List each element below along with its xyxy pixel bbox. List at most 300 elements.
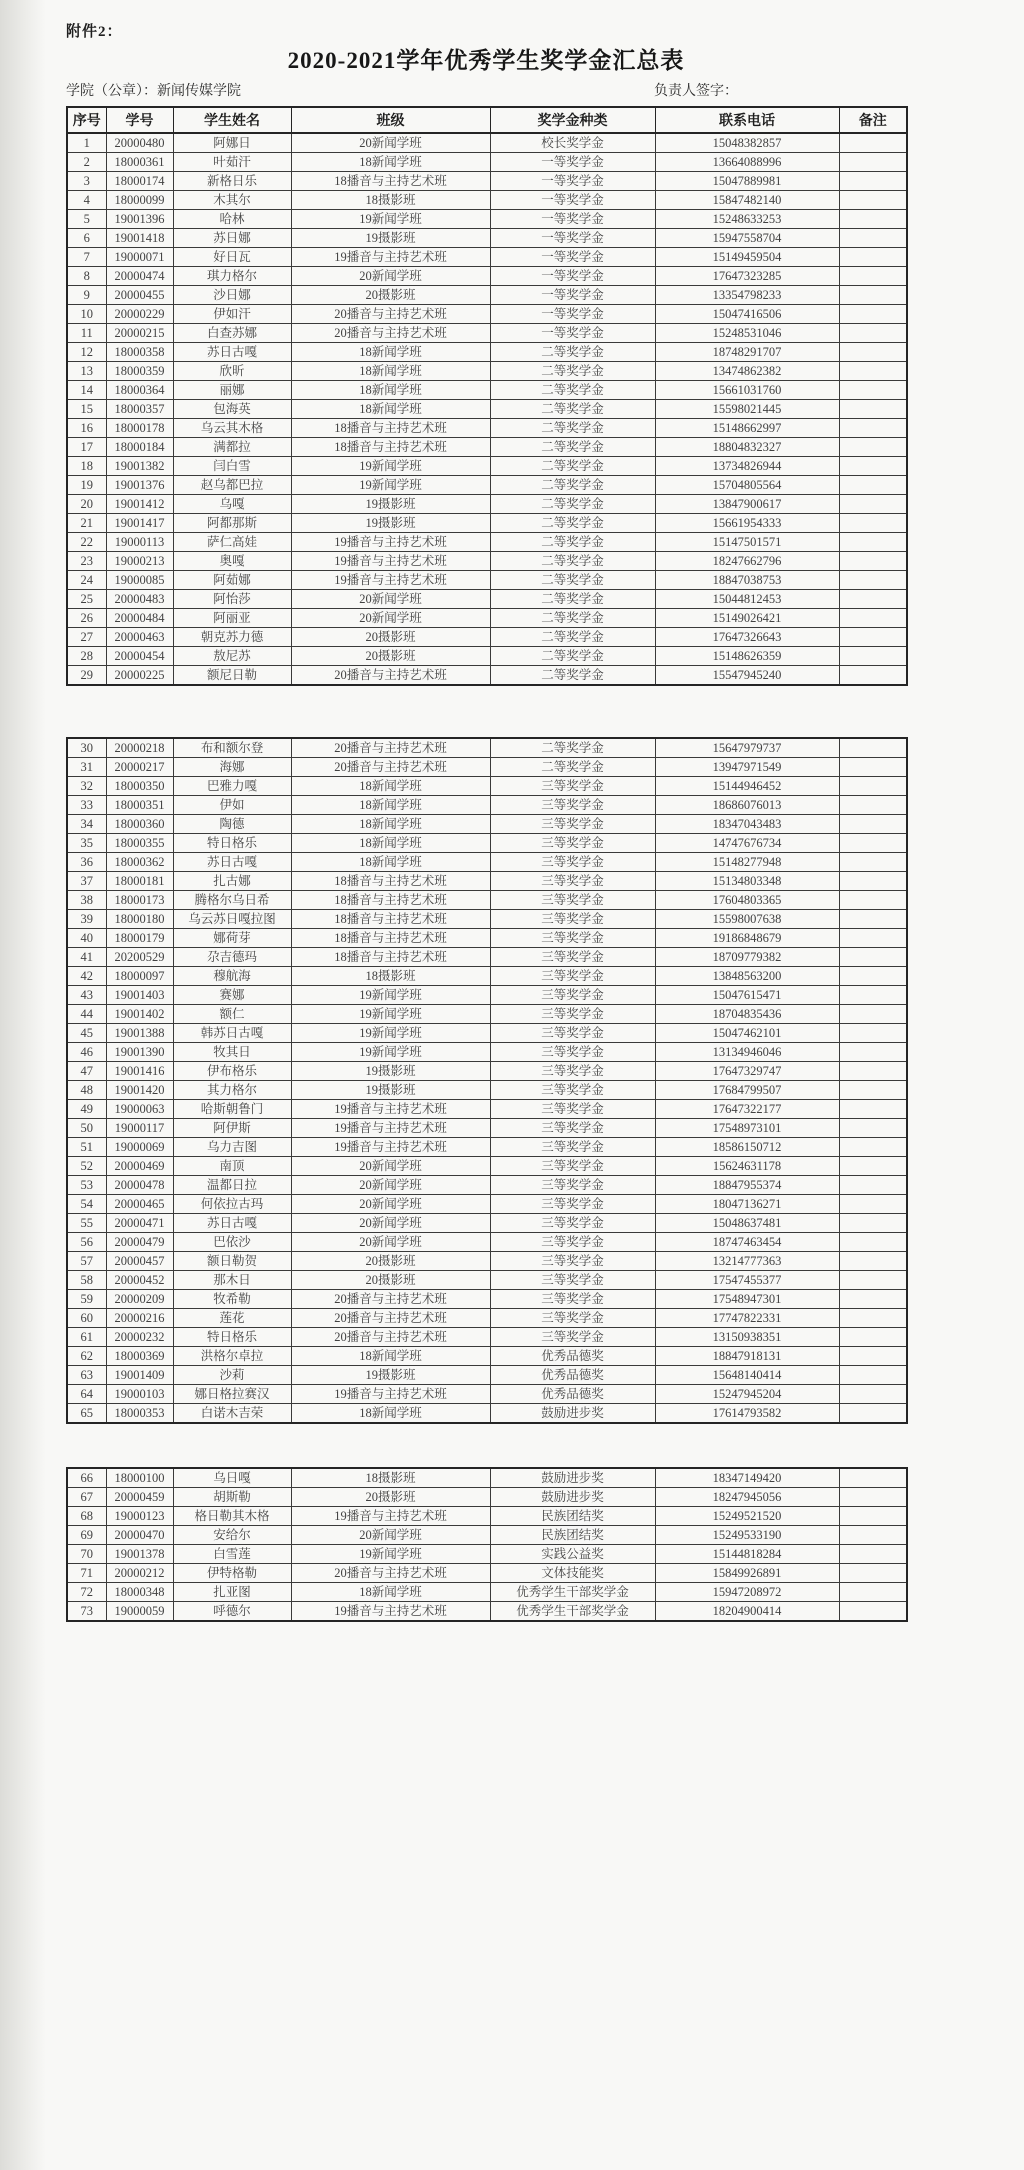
cell-seq: 65 — [67, 1404, 106, 1424]
cell-student-name: 琪力格尔 — [173, 267, 291, 286]
cell-seq: 15 — [67, 400, 106, 419]
cell-seq: 12 — [67, 343, 106, 362]
cell-seq: 14 — [67, 381, 106, 400]
table-row — [67, 381, 907, 400]
cell-student-id: 20000212 — [106, 1564, 173, 1583]
cell-student-id: 19001390 — [106, 1043, 173, 1062]
table-row — [67, 1233, 907, 1252]
cell-seq: 45 — [67, 1024, 106, 1043]
cell-remark — [839, 267, 907, 286]
cell-remark — [839, 400, 907, 419]
table-row — [67, 324, 907, 343]
cell-remark — [839, 1385, 907, 1404]
cell-remark — [839, 1005, 907, 1024]
cell-seq: 46 — [67, 1043, 106, 1062]
cell-award-type: 三等奖学金 — [490, 1024, 655, 1043]
cell-seq: 13 — [67, 362, 106, 381]
cell-seq: 22 — [67, 533, 106, 552]
cell-award-type: 一等奖学金 — [490, 210, 655, 229]
cell-seq: 42 — [67, 967, 106, 986]
cell-class: 20新闻学班 — [291, 609, 490, 628]
cell-award-type: 三等奖学金 — [490, 910, 655, 929]
cell-student-name: 陶德 — [173, 815, 291, 834]
cell-student-name: 苏日娜 — [173, 229, 291, 248]
cell-student-id: 18000351 — [106, 796, 173, 815]
cell-seq: 72 — [67, 1583, 106, 1602]
attachment-label: 附件2： — [66, 24, 123, 40]
cell-phone: 15624631178 — [655, 1157, 839, 1176]
cell-seq: 54 — [67, 1195, 106, 1214]
cell-student-id: 20000232 — [106, 1328, 173, 1347]
table-row — [67, 738, 907, 758]
cell-class: 18新闻学班 — [291, 777, 490, 796]
cell-seq: 68 — [67, 1507, 106, 1526]
cell-class: 18播音与主持艺术班 — [291, 438, 490, 457]
cell-student-id: 19001409 — [106, 1366, 173, 1385]
cell-class: 20摄影班 — [291, 647, 490, 666]
cell-class: 20摄影班 — [291, 628, 490, 647]
cell-phone: 15148277948 — [655, 853, 839, 872]
cell-student-id: 18000353 — [106, 1404, 173, 1424]
cell-student-name: 南顶 — [173, 1157, 291, 1176]
cell-seq: 67 — [67, 1488, 106, 1507]
table-row — [67, 343, 907, 362]
table-row — [67, 1347, 907, 1366]
cell-student-id: 18000362 — [106, 853, 173, 872]
cell-award-type: 二等奖学金 — [490, 571, 655, 590]
cell-remark — [839, 1176, 907, 1195]
cell-phone: 15047462101 — [655, 1024, 839, 1043]
cell-phone: 18747463454 — [655, 1233, 839, 1252]
cell-phone: 15661954333 — [655, 514, 839, 533]
cell-phone: 13847900617 — [655, 495, 839, 514]
cell-student-id: 19001396 — [106, 210, 173, 229]
cell-phone: 18686076013 — [655, 796, 839, 815]
cell-award-type: 三等奖学金 — [490, 1328, 655, 1347]
cell-remark — [839, 1157, 907, 1176]
cell-student-name: 尕吉德玛 — [173, 948, 291, 967]
cell-award-type: 一等奖学金 — [490, 324, 655, 343]
cell-award-type: 三等奖学金 — [490, 1005, 655, 1024]
cell-seq: 30 — [67, 738, 106, 758]
cell-phone: 15144946452 — [655, 777, 839, 796]
cell-phone: 18586150712 — [655, 1138, 839, 1157]
cell-award-type: 二等奖学金 — [490, 647, 655, 666]
table-row — [67, 1583, 907, 1602]
cell-award-type: 二等奖学金 — [490, 419, 655, 438]
cell-phone: 17548973101 — [655, 1119, 839, 1138]
cell-award-type: 二等奖学金 — [490, 457, 655, 476]
cell-class: 19新闻学班 — [291, 210, 490, 229]
cell-class: 20新闻学班 — [291, 1526, 490, 1545]
cell-student-name: 新格日乐 — [173, 172, 291, 191]
cell-award-type: 二等奖学金 — [490, 495, 655, 514]
signature-label: 负责人签字： — [654, 84, 738, 99]
cell-student-id: 19001402 — [106, 1005, 173, 1024]
cell-remark — [839, 1024, 907, 1043]
cell-student-name: 海娜 — [173, 758, 291, 777]
table-row — [67, 552, 907, 571]
cell-student-name: 伊如汗 — [173, 305, 291, 324]
cell-award-type: 三等奖学金 — [490, 986, 655, 1005]
cell-phone: 18847918131 — [655, 1347, 839, 1366]
cell-seq: 41 — [67, 948, 106, 967]
table-row — [67, 1526, 907, 1545]
table-row — [67, 609, 907, 628]
cell-remark — [839, 1545, 907, 1564]
cell-phone: 15048382857 — [655, 133, 839, 153]
cell-phone: 13848563200 — [655, 967, 839, 986]
cell-student-id: 18000179 — [106, 929, 173, 948]
cell-award-type: 一等奖学金 — [490, 286, 655, 305]
cell-award-type: 三等奖学金 — [490, 1062, 655, 1081]
cell-phone: 15148662997 — [655, 419, 839, 438]
cell-remark — [839, 777, 907, 796]
cell-student-id: 18000355 — [106, 834, 173, 853]
cell-student-name: 赵乌都巴拉 — [173, 476, 291, 495]
table-row — [67, 476, 907, 495]
cell-award-type: 优秀品德奖 — [490, 1347, 655, 1366]
cell-seq: 28 — [67, 647, 106, 666]
cell-seq: 33 — [67, 796, 106, 815]
cell-student-id: 20000216 — [106, 1309, 173, 1328]
cell-student-id: 20000217 — [106, 758, 173, 777]
cell-remark — [839, 1233, 907, 1252]
cell-seq: 5 — [67, 210, 106, 229]
cell-seq: 3 — [67, 172, 106, 191]
cell-remark — [839, 1468, 907, 1488]
cell-phone: 13947971549 — [655, 758, 839, 777]
cell-student-name: 奥嘎 — [173, 552, 291, 571]
table-row — [67, 758, 907, 777]
cell-class: 19新闻学班 — [291, 1545, 490, 1564]
table-row — [67, 495, 907, 514]
cell-seq: 11 — [67, 324, 106, 343]
cell-award-type: 三等奖学金 — [490, 891, 655, 910]
cell-phone: 15249521520 — [655, 1507, 839, 1526]
cell-class: 20播音与主持艺术班 — [291, 324, 490, 343]
cell-award-type: 鼓励进步奖 — [490, 1488, 655, 1507]
table-row — [67, 891, 907, 910]
cell-class: 20摄影班 — [291, 1271, 490, 1290]
table-row — [67, 362, 907, 381]
cell-remark — [839, 1214, 907, 1233]
cell-award-type: 三等奖学金 — [490, 815, 655, 834]
cell-phone: 18704835436 — [655, 1005, 839, 1024]
cell-student-name: 牧希勒 — [173, 1290, 291, 1309]
table-row — [67, 1290, 907, 1309]
cell-student-id: 18000097 — [106, 967, 173, 986]
cell-remark — [839, 438, 907, 457]
table-row — [67, 1062, 907, 1081]
cell-class: 20播音与主持艺术班 — [291, 305, 490, 324]
cell-student-name: 阿茹娜 — [173, 571, 291, 590]
cell-student-id: 20000483 — [106, 590, 173, 609]
cell-award-type: 二等奖学金 — [490, 758, 655, 777]
cell-remark — [839, 1366, 907, 1385]
cell-seq: 44 — [67, 1005, 106, 1024]
cell-class: 19摄影班 — [291, 1366, 490, 1385]
cell-award-type: 校长奖学金 — [490, 133, 655, 153]
cell-remark — [839, 1043, 907, 1062]
cell-seq: 23 — [67, 552, 106, 571]
cell-seq: 58 — [67, 1271, 106, 1290]
cell-phone: 17647322177 — [655, 1100, 839, 1119]
cell-phone: 18804832327 — [655, 438, 839, 457]
table-row — [67, 1100, 907, 1119]
cell-award-type: 二等奖学金 — [490, 533, 655, 552]
cell-student-id: 20000463 — [106, 628, 173, 647]
cell-award-type: 文体技能奖 — [490, 1564, 655, 1583]
cell-award-type: 三等奖学金 — [490, 1271, 655, 1290]
cell-student-name: 萨仁高娃 — [173, 533, 291, 552]
cell-remark — [839, 796, 907, 815]
cell-class: 19播音与主持艺术班 — [291, 248, 490, 267]
table-row — [67, 1043, 907, 1062]
cell-remark — [839, 533, 907, 552]
cell-phone: 18347149420 — [655, 1468, 839, 1488]
cell-class: 20摄影班 — [291, 1252, 490, 1271]
cell-student-id: 20000474 — [106, 267, 173, 286]
cell-student-name: 哈林 — [173, 210, 291, 229]
cell-class: 19新闻学班 — [291, 457, 490, 476]
cell-student-name: 穆航海 — [173, 967, 291, 986]
subheader-row — [66, 80, 738, 100]
cell-student-name: 乌日嘎 — [173, 1468, 291, 1488]
cell-seq: 16 — [67, 419, 106, 438]
cell-phone: 15047416506 — [655, 305, 839, 324]
cell-remark — [839, 381, 907, 400]
cell-class: 18播音与主持艺术班 — [291, 172, 490, 191]
cell-award-type: 二等奖学金 — [490, 552, 655, 571]
cell-student-id: 19000213 — [106, 552, 173, 571]
cell-seq: 59 — [67, 1290, 106, 1309]
cell-student-id: 20000480 — [106, 133, 173, 153]
cell-phone: 13474862382 — [655, 362, 839, 381]
cell-student-name: 沙日娜 — [173, 286, 291, 305]
cell-remark — [839, 590, 907, 609]
cell-class: 18新闻学班 — [291, 381, 490, 400]
cell-seq: 26 — [67, 609, 106, 628]
cell-award-type: 二等奖学金 — [490, 738, 655, 758]
college-label: 学院（公章）：新闻传媒学院 — [66, 84, 241, 99]
cell-award-type: 一等奖学金 — [490, 248, 655, 267]
cell-seq: 24 — [67, 571, 106, 590]
cell-phone: 15947558704 — [655, 229, 839, 248]
cell-student-name: 苏日古嘎 — [173, 1214, 291, 1233]
cell-student-name: 那木日 — [173, 1271, 291, 1290]
cell-phone: 15247945204 — [655, 1385, 839, 1404]
cell-phone: 13734826944 — [655, 457, 839, 476]
cell-phone: 17548947301 — [655, 1290, 839, 1309]
cell-phone: 18847038753 — [655, 571, 839, 590]
cell-phone: 15144818284 — [655, 1545, 839, 1564]
cell-student-name: 特日格乐 — [173, 834, 291, 853]
cell-student-name: 敖尼苏 — [173, 647, 291, 666]
cell-seq: 8 — [67, 267, 106, 286]
cell-award-type: 三等奖学金 — [490, 1081, 655, 1100]
cell-student-name: 巴依沙 — [173, 1233, 291, 1252]
cell-student-name: 洪格尔卓拉 — [173, 1347, 291, 1366]
table-row — [67, 438, 907, 457]
cell-class: 20播音与主持艺术班 — [291, 758, 490, 777]
cell-class: 19播音与主持艺术班 — [291, 1138, 490, 1157]
cell-phone: 18204900414 — [655, 1602, 839, 1622]
cell-student-name: 胡斯勒 — [173, 1488, 291, 1507]
column-header: 学生姓名 — [173, 107, 291, 133]
cell-remark — [839, 1138, 907, 1157]
cell-student-name: 阿伊斯 — [173, 1119, 291, 1138]
cell-remark — [839, 1404, 907, 1424]
scholarship-table-block-3 — [66, 1467, 908, 1622]
table-row — [67, 172, 907, 191]
cell-student-id: 20000465 — [106, 1195, 173, 1214]
cell-remark — [839, 229, 907, 248]
table-row — [67, 967, 907, 986]
cell-seq: 39 — [67, 910, 106, 929]
cell-student-name: 额日勒贺 — [173, 1252, 291, 1271]
table-row — [67, 1157, 907, 1176]
cell-seq: 27 — [67, 628, 106, 647]
cell-remark — [839, 1328, 907, 1347]
cell-class: 19播音与主持艺术班 — [291, 571, 490, 590]
cell-student-name: 额尼日勒 — [173, 666, 291, 686]
cell-student-id: 19001418 — [106, 229, 173, 248]
cell-student-id: 19000103 — [106, 1385, 173, 1404]
cell-seq: 56 — [67, 1233, 106, 1252]
cell-remark — [839, 1271, 907, 1290]
cell-student-name: 阿丽亚 — [173, 609, 291, 628]
cell-seq: 53 — [67, 1176, 106, 1195]
table-row — [67, 834, 907, 853]
cell-student-id: 18000100 — [106, 1468, 173, 1488]
cell-remark — [839, 1564, 907, 1583]
cell-award-type: 三等奖学金 — [490, 1176, 655, 1195]
cell-seq: 36 — [67, 853, 106, 872]
cell-student-id: 18000184 — [106, 438, 173, 457]
cell-class: 20播音与主持艺术班 — [291, 1328, 490, 1347]
table-row — [67, 910, 907, 929]
column-header: 备注 — [839, 107, 907, 133]
cell-award-type: 一等奖学金 — [490, 229, 655, 248]
cell-phone: 17547455377 — [655, 1271, 839, 1290]
cell-phone: 15147501571 — [655, 533, 839, 552]
cell-student-name: 好日瓦 — [173, 248, 291, 267]
cell-remark — [839, 853, 907, 872]
cell-seq: 19 — [67, 476, 106, 495]
cell-student-name: 包海英 — [173, 400, 291, 419]
cell-seq: 31 — [67, 758, 106, 777]
cell-phone: 15648140414 — [655, 1366, 839, 1385]
cell-student-name: 巴雅力嘎 — [173, 777, 291, 796]
cell-award-type: 三等奖学金 — [490, 1043, 655, 1062]
cell-class: 18摄影班 — [291, 967, 490, 986]
cell-student-id: 18000099 — [106, 191, 173, 210]
cell-remark — [839, 571, 907, 590]
cell-student-id: 18000358 — [106, 343, 173, 362]
column-header: 学号 — [106, 107, 173, 133]
cell-seq: 37 — [67, 872, 106, 891]
cell-class: 19新闻学班 — [291, 1005, 490, 1024]
cell-phone: 15598021445 — [655, 400, 839, 419]
cell-remark — [839, 514, 907, 533]
cell-phone: 15248531046 — [655, 324, 839, 343]
cell-seq: 1 — [67, 133, 106, 153]
cell-remark — [839, 133, 907, 153]
cell-student-name: 韩苏日古嘎 — [173, 1024, 291, 1043]
cell-class: 19摄影班 — [291, 495, 490, 514]
cell-remark — [839, 815, 907, 834]
cell-phone: 18847955374 — [655, 1176, 839, 1195]
cell-student-id: 19001420 — [106, 1081, 173, 1100]
cell-student-name: 扎亚图 — [173, 1583, 291, 1602]
cell-class: 20播音与主持艺术班 — [291, 1290, 490, 1309]
cell-class: 18播音与主持艺术班 — [291, 929, 490, 948]
cell-student-id: 20000218 — [106, 738, 173, 758]
cell-seq: 57 — [67, 1252, 106, 1271]
cell-student-id: 20000229 — [106, 305, 173, 324]
cell-student-name: 莲花 — [173, 1309, 291, 1328]
cell-phone: 17604803365 — [655, 891, 839, 910]
cell-seq: 71 — [67, 1564, 106, 1583]
cell-phone: 15248633253 — [655, 210, 839, 229]
cell-phone: 15149459504 — [655, 248, 839, 267]
cell-student-name: 乌云苏日嘎拉图 — [173, 910, 291, 929]
cell-student-name: 苏日古嘎 — [173, 343, 291, 362]
cell-class: 20摄影班 — [291, 286, 490, 305]
cell-student-name: 阿都那斯 — [173, 514, 291, 533]
cell-student-name: 娜日格拉赛汉 — [173, 1385, 291, 1404]
cell-award-type: 三等奖学金 — [490, 1233, 655, 1252]
cell-class: 19摄影班 — [291, 229, 490, 248]
table-row — [67, 1602, 907, 1622]
cell-student-id: 18000178 — [106, 419, 173, 438]
cell-seq: 35 — [67, 834, 106, 853]
cell-class: 19播音与主持艺术班 — [291, 1602, 490, 1622]
cell-seq: 25 — [67, 590, 106, 609]
cell-award-type: 三等奖学金 — [490, 1138, 655, 1157]
table-row — [67, 1271, 907, 1290]
cell-seq: 69 — [67, 1526, 106, 1545]
cell-student-name: 白查苏娜 — [173, 324, 291, 343]
cell-remark — [839, 834, 907, 853]
cell-seq: 43 — [67, 986, 106, 1005]
cell-remark — [839, 210, 907, 229]
table-row — [67, 133, 907, 153]
table-row — [67, 777, 907, 796]
cell-student-name: 木其尔 — [173, 191, 291, 210]
cell-award-type: 优秀学生干部奖学金 — [490, 1602, 655, 1622]
table-row — [67, 1366, 907, 1385]
page-title: 2020-2021学年优秀学生奖学金汇总表 — [287, 48, 685, 73]
cell-student-id: 18000361 — [106, 153, 173, 172]
cell-student-id: 18000364 — [106, 381, 173, 400]
cell-class: 19播音与主持艺术班 — [291, 1100, 490, 1119]
cell-student-id: 20000470 — [106, 1526, 173, 1545]
cell-student-id: 18000350 — [106, 777, 173, 796]
cell-student-id: 20000469 — [106, 1157, 173, 1176]
column-header: 序号 — [67, 107, 106, 133]
cell-seq: 6 — [67, 229, 106, 248]
cell-student-id: 20000215 — [106, 324, 173, 343]
cell-remark — [839, 1252, 907, 1271]
cell-seq: 55 — [67, 1214, 106, 1233]
table-row — [67, 286, 907, 305]
cell-remark — [839, 1290, 907, 1309]
cell-class: 19新闻学班 — [291, 476, 490, 495]
cell-student-id: 18000360 — [106, 815, 173, 834]
cell-remark — [839, 1195, 907, 1214]
